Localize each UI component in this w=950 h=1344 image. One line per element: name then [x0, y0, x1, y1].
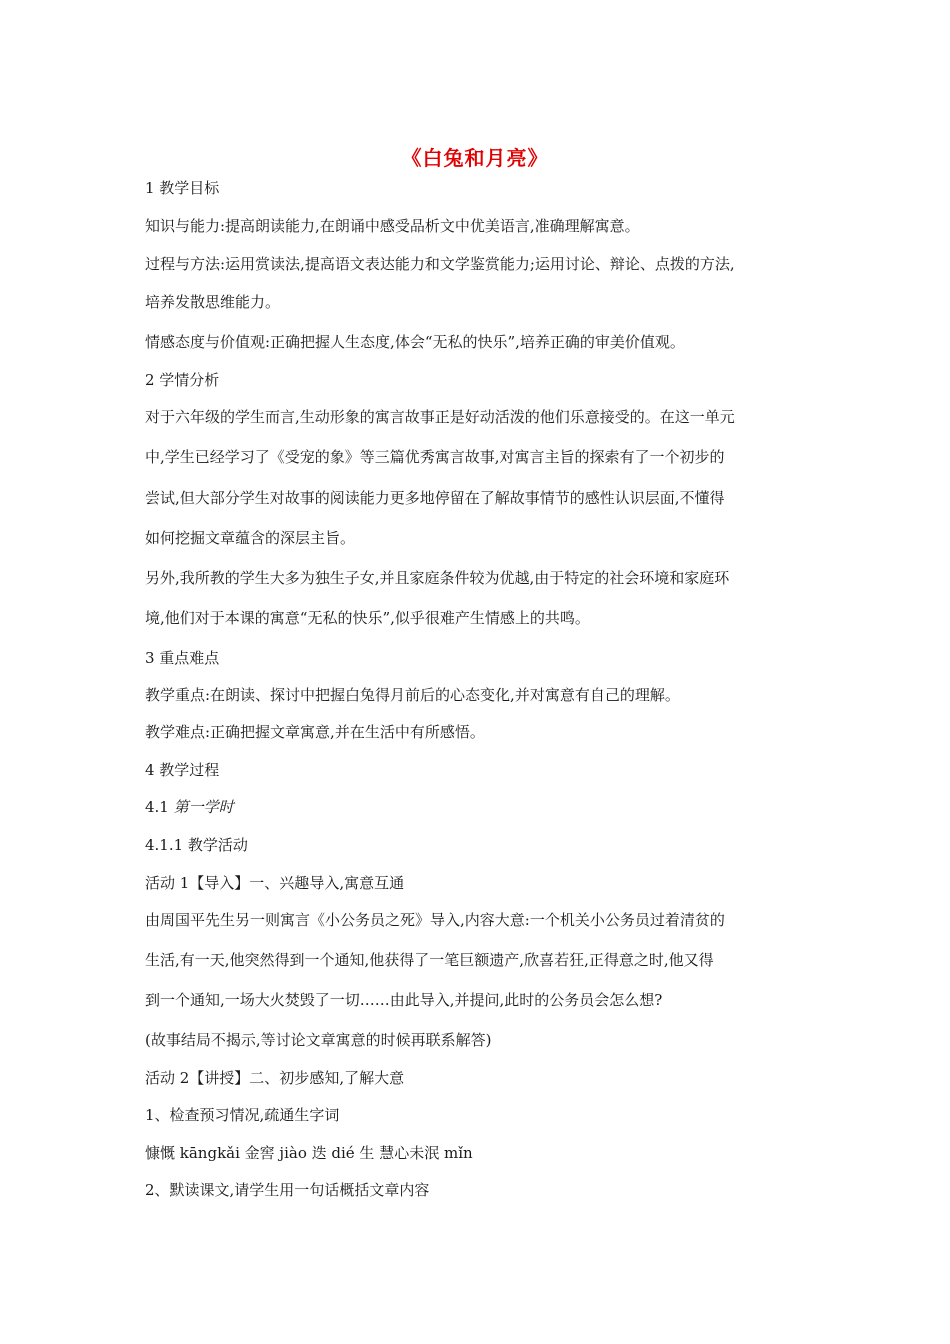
list-item-check-preview: 1、检查预习情况,疏通生字词	[145, 1106, 340, 1124]
paragraph-process-method: 过程与方法:运用赏读法,提高语文表达能力和文学鉴赏能力;运用讨论、辩论、点拨的方法,	[145, 255, 735, 273]
document-title: 《白兔和月亮》	[401, 146, 549, 170]
paragraph-analysis-line-3: 尝试,但大部分学生对故事的阅读能力更多地停留在了解故事情节的感性认识层面,不懂得	[145, 489, 725, 507]
section-heading-analysis: 2 学情分析	[145, 371, 220, 389]
subsection-number: 4.1	[145, 798, 169, 816]
subsection-heading-activities: 4.1.1 教学活动	[145, 836, 248, 854]
paragraph-activity-1-line-3: 到一个通知,一场大火焚毁了一切……由此导入,并提问,此时的公务员会怎么想?	[145, 991, 663, 1009]
subsection-heading-first-period	[145, 797, 815, 817]
paragraph-activity-1-note: (故事结局不揭示,等讨论文章寓意的时候再联系解答)	[145, 1031, 492, 1049]
section-heading-process: 4 教学过程	[145, 761, 220, 779]
paragraph-key-point: 教学重点:在朗读、探讨中把握白兔得月前后的心态变化,并对寓意有自己的理解。	[145, 686, 680, 704]
paragraph-emotion-values: 情感态度与价值观:正确把握人生态度,体会“无私的快乐”,培养正确的审美价值观。	[145, 333, 685, 351]
paragraph-activity-1-line-2: 生活,有一天,他突然得到一个通知,他获得了一笔巨额遗产,欣喜若狂,正得意之时,他又得	[145, 951, 714, 969]
paragraph-difficult-point: 教学难点:正确把握文章寓意,并在生活中有所感悟。	[145, 723, 485, 741]
paragraph-knowledge-ability: 知识与能力:提高朗读能力,在朗诵中感受品析文中优美语言,准确理解寓意。	[145, 217, 640, 235]
paragraph-analysis-line-1: 对于六年级的学生而言,生动形象的寓言故事正是好动活泼的他们乐意接受的。在这一单元	[145, 408, 735, 426]
list-item-silent-reading: 2、默读课文,请学生用一句话概括文章内容	[145, 1181, 430, 1199]
paragraph-analysis-line-6: 境,他们对于本课的寓意“无私的快乐”,似乎很难产生情感上的共鸣。	[145, 609, 590, 627]
paragraph-analysis-line-5: 另外,我所教的学生大多为独生子女,并且家庭条件较为优越,由于特定的社会环境和家庭环	[145, 569, 730, 587]
activity-1-heading: 活动 1【导入】一、兴趣导入,寓意互通	[145, 874, 405, 892]
paragraph-activity-1-line-1: 由周国平先生另一则寓言《小公务员之死》导入,内容大意:一个机关小公务员过着清贫的	[145, 911, 725, 929]
paragraph-analysis-line-4: 如何挖掘文章蕴含的深层主旨。	[145, 529, 356, 547]
paragraph-analysis-line-2: 中,学生已经学习了《受宠的象》等三篇优秀寓言故事,对寓言主旨的探索有了一个初步的	[145, 448, 725, 466]
subsection-title: 第一学时	[173, 798, 234, 816]
section-heading-objectives: 1 教学目标	[145, 179, 220, 197]
activity-2-heading: 活动 2【讲授】二、初步感知,了解大意	[145, 1069, 405, 1087]
section-heading-key-points: 3 重点难点	[145, 649, 220, 667]
paragraph-process-method-cont: 培养发散思维能力。	[145, 293, 281, 311]
vocabulary-line: 慷慨 kāngkǎi 金窖 jiào 迭 dié 生 慧心未泯 mǐn	[145, 1144, 473, 1162]
